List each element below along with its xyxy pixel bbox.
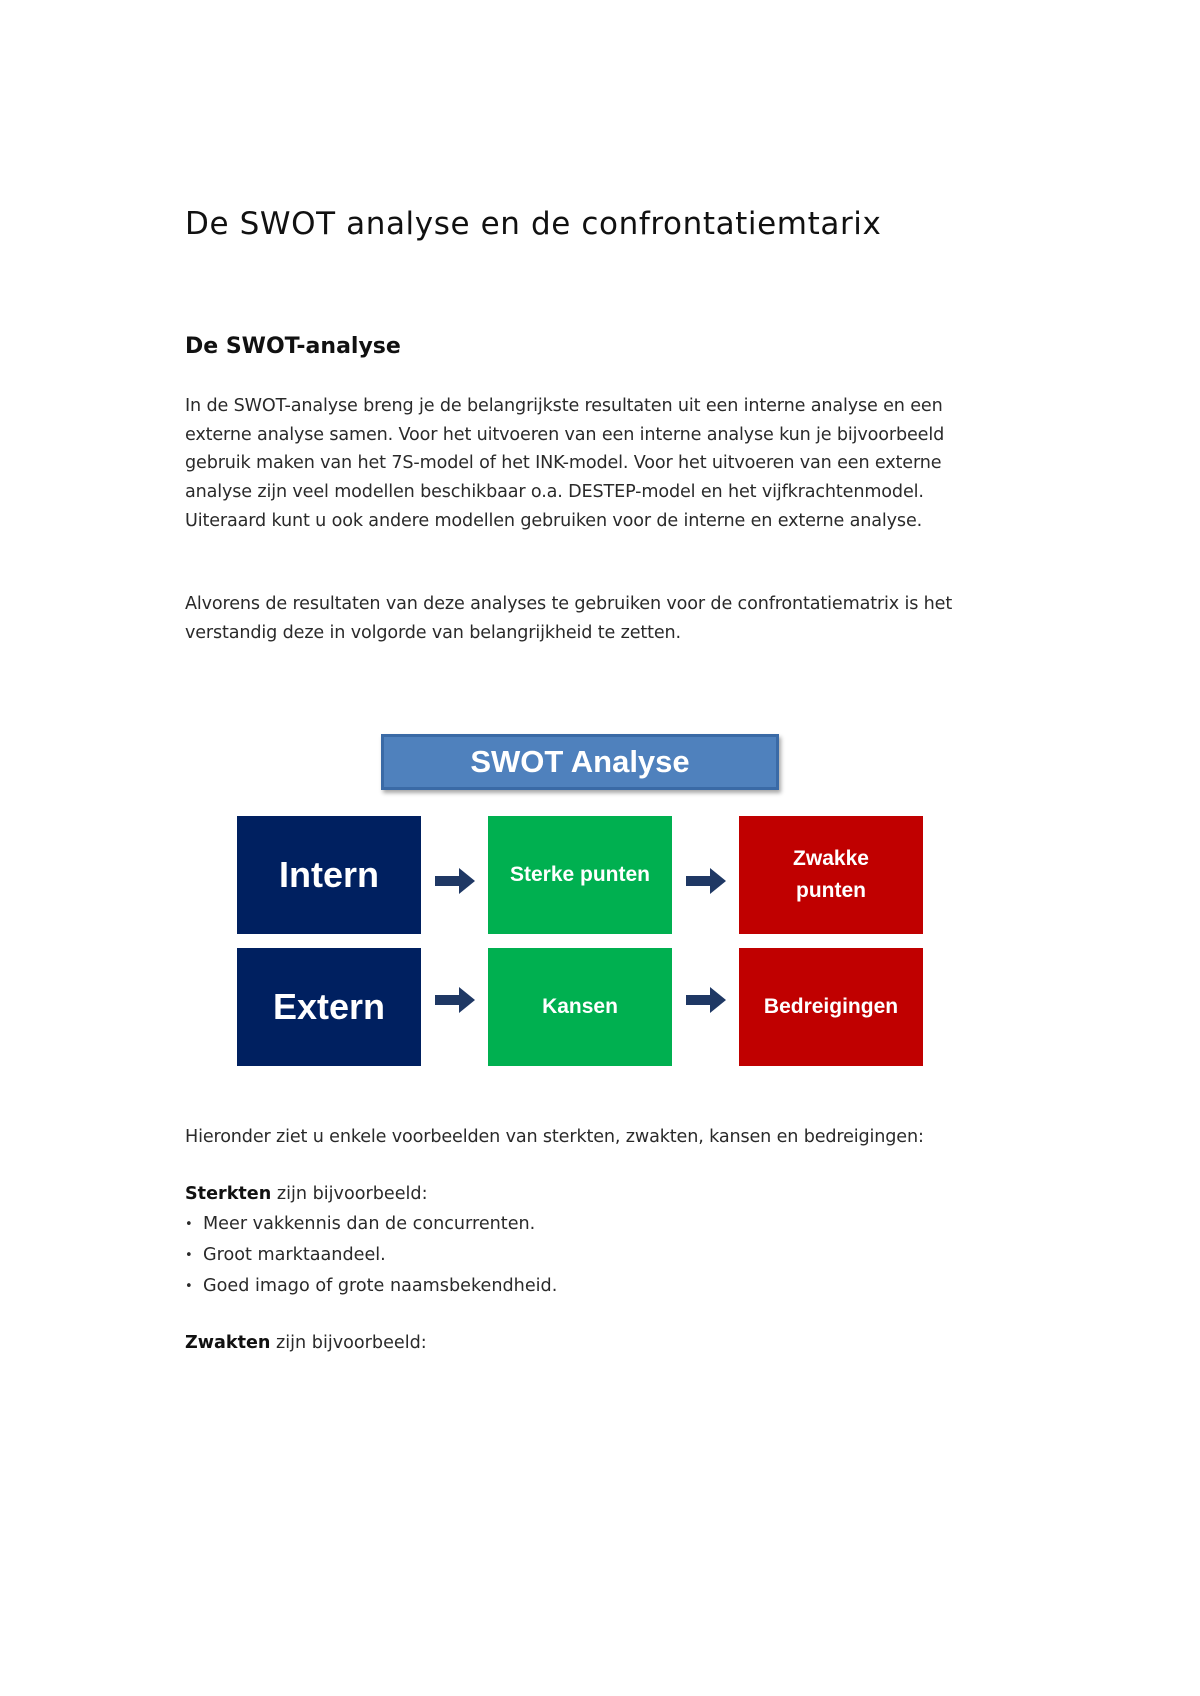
bedreigingen-label: Bedreigingen — [763, 995, 899, 1018]
zwakke-punten-label-line2: punten — [796, 879, 866, 902]
kansen-box — [488, 948, 672, 1066]
sterke-punten-label: Sterke punten — [509, 863, 651, 886]
arrow-right-icon — [686, 987, 726, 1013]
list-item — [185, 1209, 557, 1240]
sterke-punten-box — [488, 816, 672, 934]
swot-diagram-header: SWOT Analyse — [381, 734, 779, 790]
zwakten-lead — [185, 1329, 427, 1358]
arrow-right-icon — [435, 868, 475, 894]
list-item — [185, 1240, 557, 1271]
examples-intro-paragraph: Hieronder ziet u enkele voorbeelden van sterkten, zwakten, kansen en bedreigingen: — [185, 1127, 924, 1147]
list-item-text: Groot marktaandeel. — [203, 1245, 386, 1265]
ordering-paragraph: Alvorens de resultaten van deze analyses te gebruiken voor de confrontatiematrix is het verstandig deze in volgorde van belangrijkheid te zetten. — [185, 594, 953, 643]
bedreigingen-box — [739, 948, 923, 1066]
bullet-icon: • — [185, 1279, 193, 1294]
list-item-text: Goed imago of grote naamsbekendheid. — [203, 1276, 558, 1296]
zwakke-punten-label-line1: Zwakke — [793, 847, 869, 870]
bullet-icon: • — [185, 1217, 193, 1232]
page-title: De SWOT analyse en de confrontatiemtarix — [185, 206, 882, 242]
sterkten-list — [185, 1209, 557, 1302]
extern-label: Extern — [272, 986, 386, 1027]
section-heading: De SWOT-analyse — [185, 334, 401, 359]
intro-paragraph: In de SWOT-analyse breng je de belangrijkste resultaten uit een interne analyse en een externe analyse samen. Voor het uitvoeren van een interne analyse kun je bijvoorbeeld gebruik maken van het 7S-model of het INK-model. Voor het uitvoeren van een externe analyse zijn veel modellen beschikbaar o.a. DESTEP-model en het vijfkrachtenmodel. Uiteraard kunt u ook andere modellen gebruiken voor de interne en externe analyse. — [185, 396, 945, 531]
zwakten-lead-word: Zwakten — [185, 1333, 271, 1353]
sterkten-lead-word: Sterkten — [185, 1184, 272, 1204]
intern-label: Intern — [278, 854, 379, 895]
sterkten-section — [185, 1180, 557, 1302]
list-item — [185, 1271, 557, 1302]
extern-box — [237, 948, 421, 1066]
intern-box — [237, 816, 421, 934]
zwakten-section — [185, 1329, 427, 1358]
bullet-icon: • — [185, 1248, 193, 1263]
sterkten-lead — [185, 1180, 557, 1209]
zwakten-lead-rest: zijn bijvoorbeeld: — [270, 1333, 427, 1353]
arrow-right-icon — [435, 987, 475, 1013]
zwakke-punten-box — [739, 816, 923, 934]
kansen-label: Kansen — [542, 995, 618, 1018]
sterkten-lead-rest: zijn bijvoorbeeld: — [271, 1184, 428, 1204]
list-item-text: Meer vakkennis dan de concurrenten. — [203, 1214, 536, 1234]
arrow-right-icon — [686, 868, 726, 894]
